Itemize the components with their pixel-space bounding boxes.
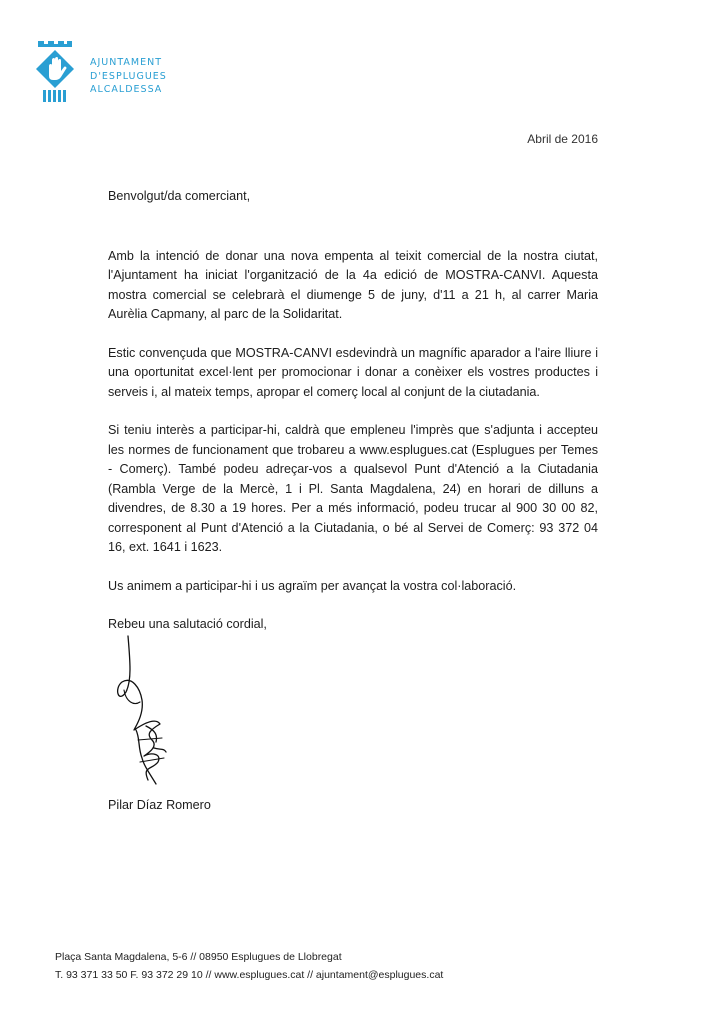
letter-closing: Rebeu una salutació cordial, (108, 617, 267, 631)
hand-shield-icon (34, 40, 82, 104)
letter-body (108, 187, 598, 654)
letter-paragraph: Us animem a participar-hi i us agraïm per avançat la vostra col·laboració. (108, 578, 517, 593)
municipal-logo (34, 40, 174, 104)
logo-line-3: ALCALDESSA (90, 84, 163, 95)
footer-address: Plaça Santa Magdalena, 5-6 // 08950 Esplugues de Llobregat (55, 951, 342, 963)
letter-paragraph: Si teniu interès a participar-hi, caldrà que empleneu l'imprès que s'adjunta i accepteu les normes de funcionament que trobareu a www.esplugues.cat (Esplugues per Temes - Comerç). També podeu adreçar-vos a qualsevol Punt d'Atenció a la Ciutadania (Rambla Verge de la Mercè, 1 i Pl. Santa Magdalena, 24) en horari de dilluns a divendres, de 8.30 a 19 hores. Per a més informació, podeu trucar al 900 30 00 82, corresponent al Punt d'Atenció a la Ciutadania, o bé al Servei de Comerç: 93 372 04 16, ext. 1641 i 1623. (108, 423, 598, 554)
handwritten-signature (106, 630, 186, 790)
letter-paragraph: Amb la intenció de donar una nova empenta al teixit comercial de la nostra ciutat, l'Ajuntament ha iniciat l'organització de la 4a edició de MOSTRA-CANVI. Aquesta mostra comercial se celebrarà el diumenge 5 de juny, d'11 a 21 h, al carrer Maria Aurèlia Capmany, al parc de la Solidaritat. (108, 248, 598, 321)
signer-name: Pilar Díaz Romero (108, 798, 211, 812)
letter-date: Abril de 2016 (527, 132, 598, 146)
logo-text (90, 56, 167, 97)
logo-line-2: D'ESPLUGUES (90, 70, 167, 82)
footer-contact: T. 93 371 33 50 F. 93 372 29 10 // www.esplugues.cat // ajuntament@esplugues.cat (55, 969, 444, 981)
footer (55, 948, 443, 984)
letter-paragraph: Estic convençuda que MOSTRA-CANVI esdevindrà un magnífic aparador a l'aire lliure i una oportunitat excel·lent per promocionar i donar a conèixer els vostres productes i serveis i, al mateix temps, apropar el comerç local al conjunt de la ciutadania. (108, 345, 598, 399)
letter-greeting: Benvolgut/da comerciant, (108, 189, 251, 203)
logo-line-1: AJUNTAMENT (90, 57, 163, 68)
